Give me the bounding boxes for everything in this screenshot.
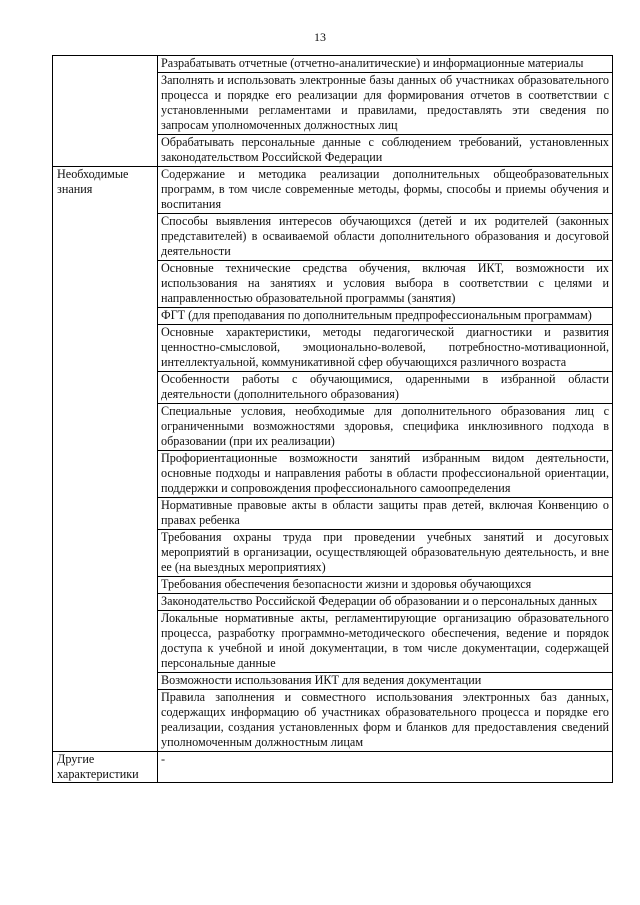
row-label: Необходимые знания xyxy=(53,167,158,752)
table-row xyxy=(53,752,613,783)
table-item: Способы выявления интересов обучающихся (детей и их родителей (законных представителей) в осваиваемой области дополнительного образования и досуговой деятельности xyxy=(158,214,612,261)
row-label xyxy=(53,56,158,167)
table-row xyxy=(53,56,613,167)
table-item: ФГТ (для преподавания по дополнительным предпрофессиональным программам) xyxy=(158,308,612,325)
row-items xyxy=(158,56,613,167)
table-item: Требования охраны труда при проведении учебных занятий и досуговых мероприятий в организации, осуществляющей образовательную деятельность, и вне ее (на выездных мероприятиях) xyxy=(158,530,612,577)
requirements-table xyxy=(52,55,613,783)
table-item: Требования обеспечения безопасности жизни и здоровья обучающихся xyxy=(158,577,612,594)
row-items xyxy=(158,167,613,752)
table-item: Нормативные правовые акты в области защиты прав детей, включая Конвенцию о правах ребенка xyxy=(158,498,612,530)
table-item: Основные технические средства обучения, включая ИКТ, возможности их использования на занятиях и условия выбора в соответствии с целями и направленностью образовательной программы (занятия) xyxy=(158,261,612,308)
table-item: Обрабатывать персональные данные с соблюдением требований, установленных законодательством Российской Федерации xyxy=(161,135,609,164)
table-row xyxy=(53,167,613,752)
table-item: Заполнять и использовать электронные базы данных об участниках образовательного процесса и порядке его реализации для формирования отчетов в соответствии с установленными регламентами и правилами, предоставлять эти сведения по запросам уполномоченных должностных лиц xyxy=(158,73,612,135)
row-label: Другие характеристики xyxy=(53,752,158,783)
table-item: Особенности работы с обучающимися, одаренными в избранной области деятельности (дополнительного образования) xyxy=(158,372,612,404)
table-item: Специальные условия, необходимые для дополнительного образования лиц с ограниченными возможностями здоровья, специфика инклюзивного подхода в образовании (при их реализации) xyxy=(158,404,612,451)
table-item: Содержание и методика реализации дополнительных общеобразовательных программ, в том числе современные методы, формы, способы и приемы обучения и воспитания xyxy=(158,167,612,214)
table-item: Локальные нормативные акты, регламентирующие организацию образовательного процесса, разработку программно-методического обеспечения, ведение и порядок доступа к учебной и иной документации, в том числе документации, содержащей персональные данные xyxy=(158,611,612,673)
table-item: Разрабатывать отчетные (отчетно-аналитические) и информационные материалы xyxy=(158,56,612,73)
table-item: Основные характеристики, методы педагогической диагностики и развития ценностно-смысловой, эмоционально-волевой, потребностно-мотивационной, интеллектуальной, коммуникативной сфер обучающихся различного возраста xyxy=(158,325,612,372)
table-item: Возможности использования ИКТ для ведения документации xyxy=(158,673,612,690)
page-number: 13 xyxy=(314,30,326,44)
table-item: Профориентационные возможности занятий избранным видом деятельности, основные подходы и направления работы в области профессиональной ориентации, поддержки и сопровождения профессионального самоопределения xyxy=(158,451,612,498)
table-item: - xyxy=(161,752,166,766)
table-item: Законодательство Российской Федерации об образовании и о персональных данных xyxy=(158,594,612,611)
table-item: Правила заполнения и совместного использования электронных баз данных, содержащих информацию об участниках образовательного процесса и порядке его реализации, создания установленных форм и бланков для предоставления сведений уполномоченным должностным лицам xyxy=(161,690,609,749)
row-items xyxy=(158,752,613,783)
